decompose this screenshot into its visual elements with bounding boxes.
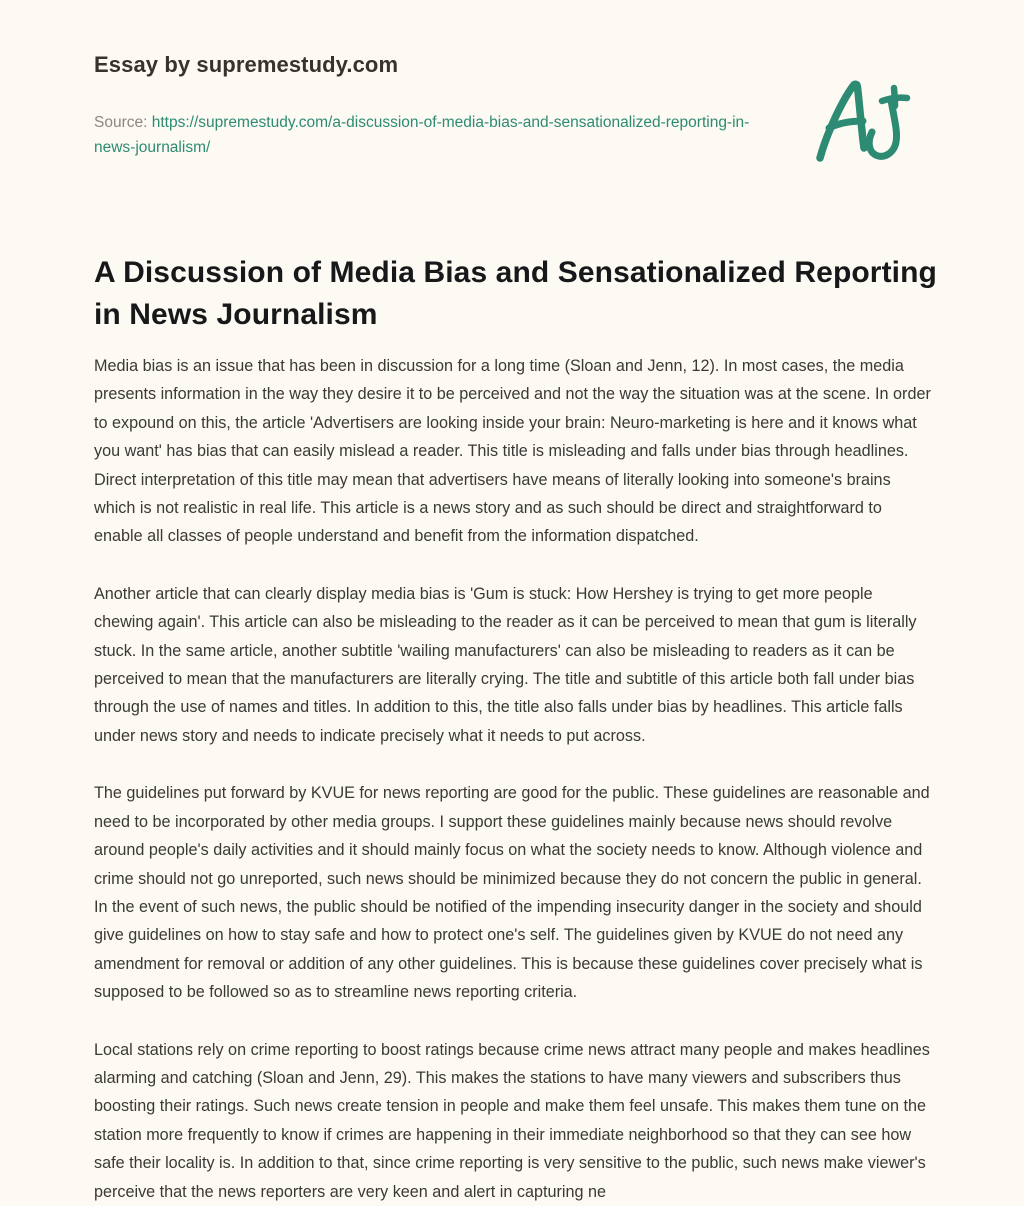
paragraph: Media bias is an issue that has been in discussion for a long time (Sloan and Jenn, 12). In most cases, the media presents information in the way they desire it to be perceived and not the way the situation was at the scene. In order to expound on this, the article 'Advertisers are looking inside your brain: Neuro-marketing is here and it knows what you want' has bias that can easily mislead a reader. This title is misleading and falls under bias through headlines. Direct interpretation of this title may mean that advertisers have means of literally looking into someone's brains which is not realistic in real life. This article is a news story and as such should be direct and straightforward to enable all classes of people understand and benefit from the information dispatched. bbox=[94, 357, 931, 546]
paragraph: The guidelines put forward by KVUE for news reporting are good for the public. These guidelines are reasonable and need to be incorporated by other media groups. I support these guidelines mainly because news should revolve around people's daily activities and it should mainly focus on what the society needs to know. Although violence and crime should not go unreported, such news should be minimized because they do not concern the public in general. In the event of such news, the public should be notified of the impending insecurity danger in the society and should give guidelines on how to stay safe and how to protect one's self. The guidelines given by KVUE do not need any amendment for removal or addition of any other guidelines. This is because these guidelines cover precisely what is supposed to be followed so as to streamline news reporting criteria. bbox=[94, 784, 930, 1002]
a-plus-logo-icon bbox=[806, 74, 926, 170]
source-label: Source: bbox=[94, 114, 148, 131]
source-url-link[interactable]: https://supremestudy.com/a-discussion-of-media-bias-and-sensationalized-reporting-in-news-journalism/ bbox=[94, 114, 750, 156]
source-line bbox=[94, 110, 754, 160]
paragraph: Another article that can clearly display media bias is 'Gum is stuck: How Hershey is trying to get more people chewing again'. This article can also be misleading to the reader as it can be perceived to mean that gum is literally stuck. In the same article, another subtitle 'wailing manufacturers' can also be misleading to readers as it can be perceived to mean that the manufacturers are literally crying. The title and subtitle of this article both fall under bias through the use of names and titles. In addition to this, the title also falls under bias by headlines. This article falls under news story and needs to indicate precisely what it needs to put across. bbox=[94, 584, 917, 745]
essay-body bbox=[94, 352, 934, 1206]
paragraph: Local stations rely on crime reporting to boost ratings because crime news attract many people and makes headlines alarming and catching (Sloan and Jenn, 29). This makes the stations to have many viewers and subscribers thus boosting their ratings. Such news create tension in people and make them feel unsafe. This makes them tune on the station more frequently to know if crimes are happening in their immediate neighborhood so that they can see how safe their locality is. In addition to that, since crime reporting is very sensitive to the public, such news make viewer's perceive that the news reporters are very keen and alert in capturing ne bbox=[94, 1040, 930, 1201]
page-title: A Discussion of Media Bias and Sensationalized Reporting in News Journalism bbox=[94, 256, 937, 331]
site-credit: Essay by supremestudy.com bbox=[94, 52, 399, 77]
